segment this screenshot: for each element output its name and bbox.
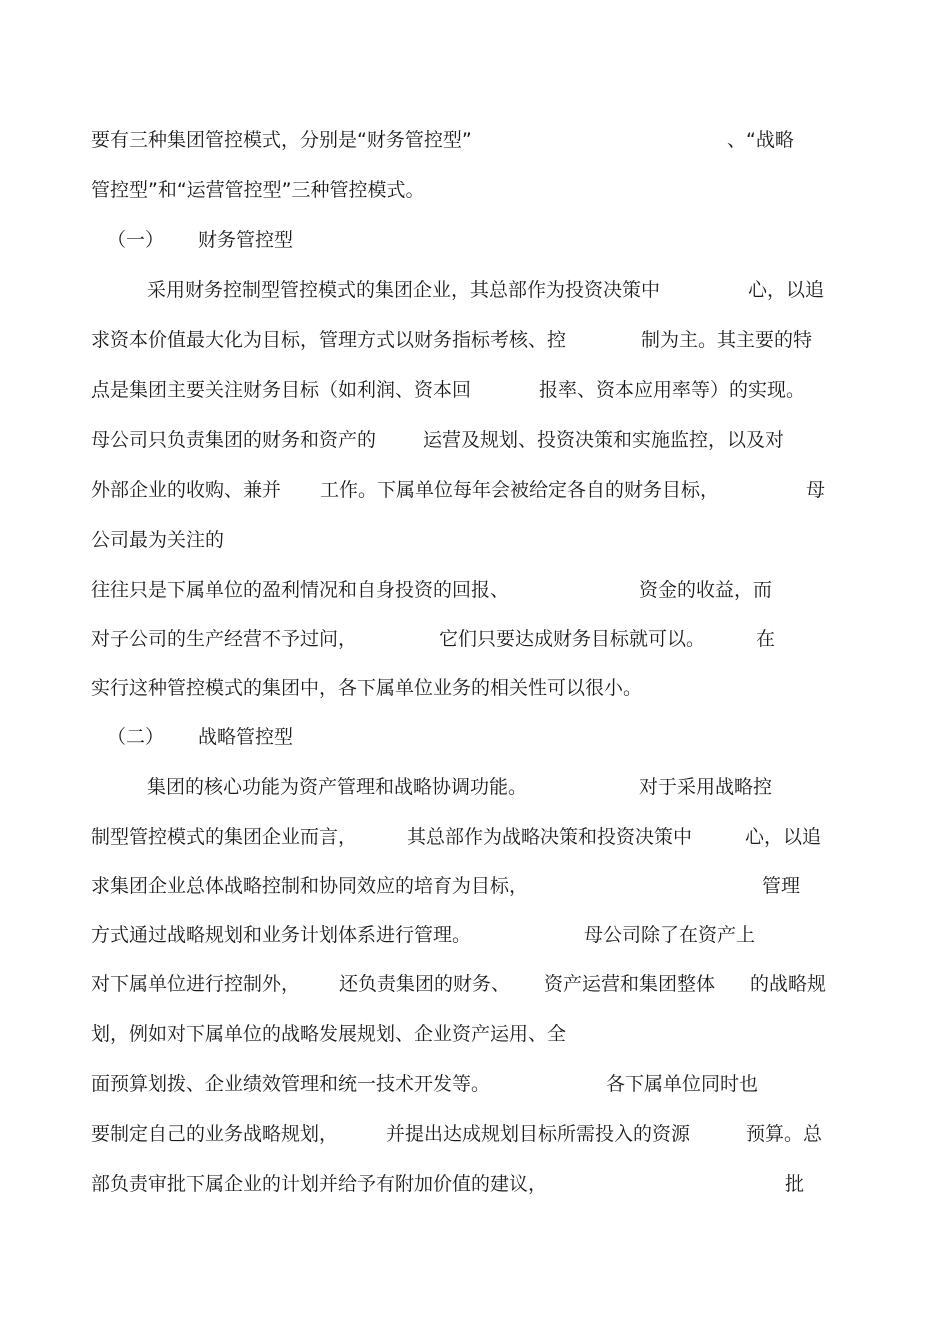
text-segment: 在: [756, 628, 776, 650]
text-segment: 批: [785, 1173, 805, 1195]
text-line: [0, 1169, 950, 1199]
text-line: [0, 325, 950, 355]
text-segment: 制型管控模式的集团企业而言，: [91, 826, 358, 848]
text-segment: 并提出达成规划目标所需投入的资源: [386, 1123, 691, 1145]
text-segment: 工作。下属单位每年会被给定各自的财务目标，: [320, 479, 720, 501]
text-segment: 资金的收益，而: [639, 579, 773, 601]
text-segment: 的战略规: [750, 973, 827, 995]
section-number: （一）: [107, 229, 165, 251]
text-line: [0, 475, 950, 505]
text-line: [0, 1069, 950, 1099]
text-segment: 对子公司的生产经营不予过问，: [91, 628, 358, 650]
text-segment: 集团的核心功能为资产管理和战略协调功能。: [147, 776, 528, 798]
text-segment: 母公司除了在资产上: [584, 924, 756, 946]
text-line: [0, 969, 950, 999]
text-line: [0, 1019, 950, 1049]
text-segment: 点是集团主要关注财务目标（如利润、资本回: [91, 379, 472, 401]
text-segment: 公司最为关注的: [91, 529, 225, 551]
text-segment: 部负责审批下属企业的计划并给予有附加价值的建议，: [91, 1173, 548, 1195]
text-segment: 求资本价值最大化为目标，管理方式以财务指标考核、控: [91, 329, 567, 351]
text-line: [0, 822, 950, 852]
text-line: [0, 375, 950, 405]
text-segment: 划，例如对下属单位的战略发展规划、企业资产运用、全: [91, 1023, 567, 1045]
text-segment: 外部企业的收购、兼并: [91, 479, 282, 501]
text-line: [0, 425, 950, 455]
text-line: [0, 624, 950, 654]
text-segment: 管控型”和“运营管控型”三种管控模式。: [91, 179, 425, 201]
section-number: （二）: [107, 726, 165, 748]
text-line: [0, 1119, 950, 1149]
text-segment: 其总部作为战略决策和投资决策中: [407, 826, 693, 848]
text-segment: 对下属单位进行控制外，: [91, 973, 301, 995]
text-segment: 往往只是下属单位的盈利情况和自身投资的回报、: [91, 579, 510, 601]
text-line: [0, 125, 950, 155]
text-segment: 要有三种集团管控模式，分别是“财务管控型”: [91, 129, 472, 151]
text-line: [0, 575, 950, 605]
text-line: [0, 920, 950, 950]
text-segment: 还负责集团的财务、: [339, 973, 511, 995]
text-line: [0, 175, 950, 205]
section-heading: [0, 225, 950, 255]
text-line: [0, 275, 950, 305]
text-segment: 实行这种管控模式的集团中，各下属单位业务的相关性可以很小。: [91, 677, 643, 699]
text-line: [0, 772, 950, 802]
text-segment: 它们只要达成财务目标就可以。: [439, 628, 706, 650]
text-segment: 母: [806, 479, 826, 501]
text-segment: 制为主。其主要的特: [641, 329, 813, 351]
text-segment: 预算。总: [746, 1123, 823, 1145]
section-title: 财务管控型: [198, 229, 294, 251]
text-segment: 采用财务控制型管控模式的集团企业，其总部作为投资决策中: [147, 279, 661, 301]
section-heading: [0, 722, 950, 752]
text-segment: 对于采用战略控: [639, 776, 773, 798]
text-segment: 资产运营和集团整体: [544, 973, 716, 995]
text-segment: 报率、资本应用率等）的实现。: [539, 379, 806, 401]
section-title: 战略管控型: [198, 726, 294, 748]
text-segment: 要制定自己的业务战略规划，: [91, 1123, 339, 1145]
text-segment: 、“战略: [727, 129, 794, 151]
text-segment: 求集团企业总体战略控制和协同效应的培育为目标，: [91, 875, 529, 897]
text-segment: 面预算划拨、企业绩效管理和统一技术开发等。: [91, 1073, 491, 1095]
text-segment: 母公司只负责集团的财务和资产的: [91, 429, 377, 451]
text-segment: 方式通过战略规划和业务计划体系进行管理。: [91, 924, 472, 946]
text-segment: 管理: [762, 875, 801, 897]
text-line: [0, 525, 950, 555]
text-line: [0, 871, 950, 901]
text-segment: 心，以追: [745, 826, 822, 848]
text-segment: 心，以追: [748, 279, 825, 301]
text-line: [0, 673, 950, 703]
text-segment: 各下属单位同时也: [606, 1073, 759, 1095]
text-segment: 运营及规划、投资决策和实施监控，以及对: [423, 429, 785, 451]
